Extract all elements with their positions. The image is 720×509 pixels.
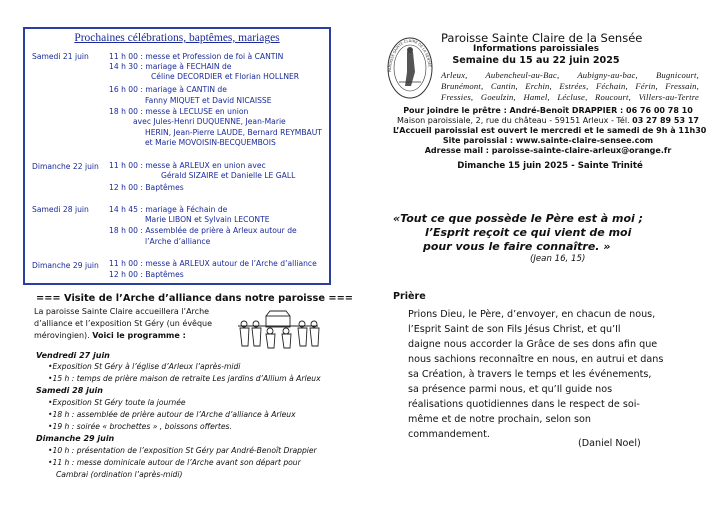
programme-day: Vendredi 27 juin bbox=[36, 351, 110, 360]
info-title: Informations paroissiales bbox=[473, 44, 599, 54]
arche-title: === Visite de l’Arche d’alliance dans notre paroisse === bbox=[36, 293, 354, 304]
programme-day: Samedi 28 juin bbox=[36, 386, 103, 395]
programme-item: •Exposition St Géry à l’église d’Arleux l’après-midi bbox=[48, 362, 241, 371]
prayer-line: commandement. bbox=[408, 429, 490, 440]
event-line: Fanny MIQUET et David NICAISSE bbox=[145, 96, 272, 105]
prayer-author: (Daniel Noel) bbox=[578, 438, 641, 449]
event-line: Céline DECORDIER et Florian HOLLNER bbox=[151, 72, 300, 81]
event-line: Gérald SIZAIRE et Danielle LE GALL bbox=[161, 171, 296, 180]
prayer-line: nous sachions reconnaître en nous, en autrui et dans bbox=[408, 354, 664, 365]
programme-item: •15 h : temps de prière maison de retraite Les jardins d’Allium à Arleux bbox=[48, 374, 321, 383]
week-range: Semaine du 15 au 22 juin 2025 bbox=[452, 55, 620, 66]
prayer-title: Prière bbox=[393, 291, 426, 302]
sunday-title: Dimanche 15 juin 2025 - Sainte Trinité bbox=[457, 161, 643, 171]
event-line: 18 h 00 : messe à LECLUSE en union bbox=[109, 107, 249, 116]
programme-item: Cambrai (ordination l’après-midi) bbox=[56, 470, 183, 479]
event-line: 11 h 00 : messe et Profession de foi à CANTIN bbox=[109, 52, 284, 61]
programme-item: •10 h : présentation de l’exposition St Géry par André-Benoît Drappier bbox=[48, 446, 317, 455]
prayer-line: sa présence parmi nous, et qu’Il guide nos bbox=[408, 384, 613, 395]
event-line: Marie LIBON et Sylvain LECONTE bbox=[145, 215, 270, 224]
prayer-line: daigne nous accorder la Grâce de ses dons afin que bbox=[408, 339, 658, 350]
phone-number: 03 27 89 53 17 bbox=[632, 116, 699, 125]
opening-hours: L’Accueil paroissial est ouvert le mercredi et le samedi de 9h à 11h30 bbox=[393, 126, 707, 135]
villages-line: Brunémont, Cantin, Erchin, Estrées, Féchain, Férin, Fressain, bbox=[441, 81, 699, 91]
programme-item: •18 h : assemblée de prière autour de l’Arche d’alliance à Arleux bbox=[48, 410, 296, 419]
event-line: 18 h 00 : Assemblée de prière à Arleux autour de bbox=[109, 226, 297, 235]
event-date: Samedi 28 juin bbox=[32, 205, 89, 214]
ark-procession-illustration bbox=[232, 310, 324, 350]
prayer-line: réalisations quotidiennes dans le respect de soi- bbox=[408, 399, 640, 410]
priest-contact: Pour joindre le prêtre : André-Benoît DRAPPIER : 06 76 00 78 10 bbox=[403, 106, 693, 115]
villages-line: Fressies, Goeulzin, Hamel, Lécluse, Roucourt, Villers-au-Tertre bbox=[441, 92, 699, 102]
event-line: l’Arche d’alliance bbox=[145, 237, 211, 246]
event-line: HERIN, Jean-Pierre LAUDE, Bernard REYMBAUT bbox=[145, 128, 322, 137]
arche-intro-programme bbox=[34, 330, 186, 341]
event-line: 12 h 00 : Baptêmes bbox=[109, 183, 184, 192]
email-link[interactable]: Adresse mail : paroisse-sainte-claire-arleux@orange.fr bbox=[424, 146, 672, 155]
quote-line: pour vous le faire connaître. » bbox=[423, 240, 611, 253]
event-line: et Marie MOVOISIN-BECQUEMBOIS bbox=[145, 138, 276, 147]
programme-day: Dimanche 29 juin bbox=[36, 434, 115, 443]
prayer-line: même et de notre prochain, selon son bbox=[408, 414, 591, 425]
arche-intro-line: mérovingien). bbox=[34, 331, 90, 340]
event-line: 12 h 00 : Baptêmes bbox=[109, 270, 184, 279]
programme-label: Voici le programme : bbox=[92, 331, 186, 340]
arche-intro-line: La paroisse Sainte Claire accueillera l’Arche bbox=[34, 307, 210, 316]
prayer-line: l’Esprit Saint de son Fils Jésus Christ, et qu’Il bbox=[408, 324, 621, 335]
address: Maison paroissiale, 2, rue du château - 59151 Arleux - Tél. bbox=[397, 116, 630, 125]
svg-text:PAROISSE SAINTE CLAIRE DE LA S: PAROISSE SAINTE CLAIRE DE LA SENSÉE · bbox=[387, 38, 432, 73]
programme-item: •Exposition St Géry toute la journée bbox=[48, 398, 186, 407]
parish-name: Paroisse Sainte Claire de la Sensée bbox=[441, 31, 643, 45]
arche-intro-line: d’alliance et l’exposition St Géry (un évêque bbox=[34, 319, 213, 328]
programme-item: •19 h : soirée « brochettes » , boissons offertes. bbox=[48, 422, 232, 431]
event-date: Dimanche 29 juin bbox=[32, 261, 99, 270]
celebrations-box bbox=[23, 27, 331, 285]
villages-line: Arleux, Aubencheul-au-Bac, Aubigny-au-bac, Bugnicourt, bbox=[441, 70, 699, 80]
event-line: 16 h 00 : mariage à CANTIN de bbox=[109, 85, 227, 94]
event-line: 11 h 00 : messe à ARLEUX en union avec bbox=[109, 161, 266, 170]
prayer-line: Prions Dieu, le Père, d’envoyer, en chacun de nous, bbox=[408, 309, 656, 320]
event-line: 11 h 00 : messe à ARLEUX autour de l’Arche d’alliance bbox=[109, 259, 317, 268]
event-line: avec Jules-Henri DUQUENNE, Jean-Marie bbox=[133, 117, 286, 126]
event-line: 14 h 45 : mariage à Féchain de bbox=[109, 205, 228, 214]
prayer-line: sa Création, à travers le temps et les événements, bbox=[408, 369, 652, 380]
event-line: 14 h 30 : mariage à FECHAIN de bbox=[109, 62, 232, 71]
event-date: Dimanche 22 juin bbox=[32, 162, 99, 171]
quote-line: l’Esprit reçoit ce qui vient de moi bbox=[425, 226, 632, 239]
parish-seal-logo bbox=[385, 32, 435, 100]
celebrations-title: Prochaines célébrations, baptêmes, mariages bbox=[74, 32, 280, 44]
quote-reference: (Jean 16, 15) bbox=[530, 254, 586, 264]
website-link[interactable]: Site paroissial : www.sainte-claire-sensee.com bbox=[442, 136, 654, 145]
address-line bbox=[393, 116, 703, 126]
programme-item: •11 h : messe dominicale autour de l’Arche avant son départ pour bbox=[48, 458, 301, 467]
event-date: Samedi 21 juin bbox=[32, 52, 89, 61]
quote-line: «Tout ce que possède le Père est à moi ; bbox=[393, 212, 644, 225]
